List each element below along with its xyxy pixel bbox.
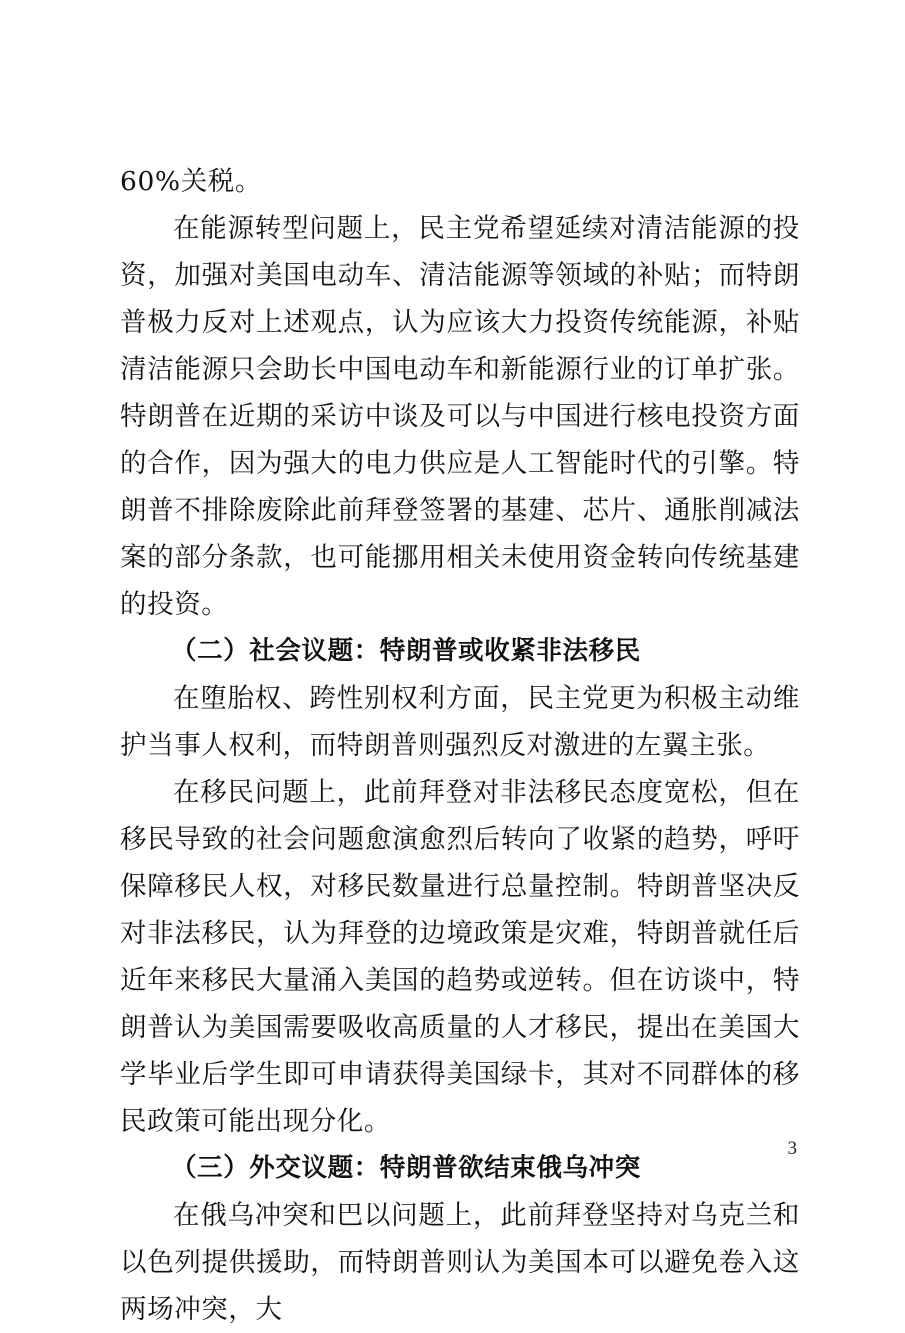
paragraph-abortion-rights: 在堕胎权、跨性别权利方面，民主党更为积极主动维护当事人权利，而特朗普则强烈反对激进的左翼主张。 [120,683,800,761]
page-number: 3 [787,1138,797,1159]
section-heading-social-issues: （二）社会议题：特朗普或收紧非法移民 [171,636,641,666]
document-body [120,158,800,1333]
paragraph-energy-transition: 在能源转型问题上，民主党希望延续对清洁能源的投资，加强对美国电动车、清洁能源等领域的补贴；而特朗普极力反对上述观点，认为应该大力投资传统能源，补贴清洁能源只会助长中国电动车和新能源行业的订单扩张。特朗普在近期的采访中谈及可以与中国进行核电投资方面的合作，因为强大的电力供应是人工智能时代的引擎。特朗普不排除废除此前拜登签署的基建、芯片、通胀削减法案的部分条款，也可能挪用相关未使用资金转向传统基建的投资。 [120,213,800,620]
paragraph-russia-ukraine: 在俄乌冲突和巴以问题上，此前拜登坚持对乌克兰和以色列提供援助，而特朗普则认为美国本可以避免卷入这两场冲突，大 [120,1200,800,1325]
section-heading-foreign-affairs: （三）外交议题：特朗普欲结束俄乌冲突 [171,1153,641,1183]
paragraph-tariff-continuation: 60%关税。 [120,166,263,197]
paragraph-immigration: 在移民问题上，此前拜登对非法移民态度宽松，但在移民导致的社会问题愈演愈烈后转向了收紧的趋势，呼吁保障移民人权，对移民数量进行总量控制。特朗普坚决反对非法移民，认为拜登的边境政策是灾难，特朗普就任后近年来移民大量涌入美国的趋势或逆转。但在访谈中，特朗普认为美国需要吸收高质量的人才移民，提出在美国大学毕业后学生即可申请获得美国绿卡，其对不同群体的移民政策可能出现分化。 [120,777,800,1137]
